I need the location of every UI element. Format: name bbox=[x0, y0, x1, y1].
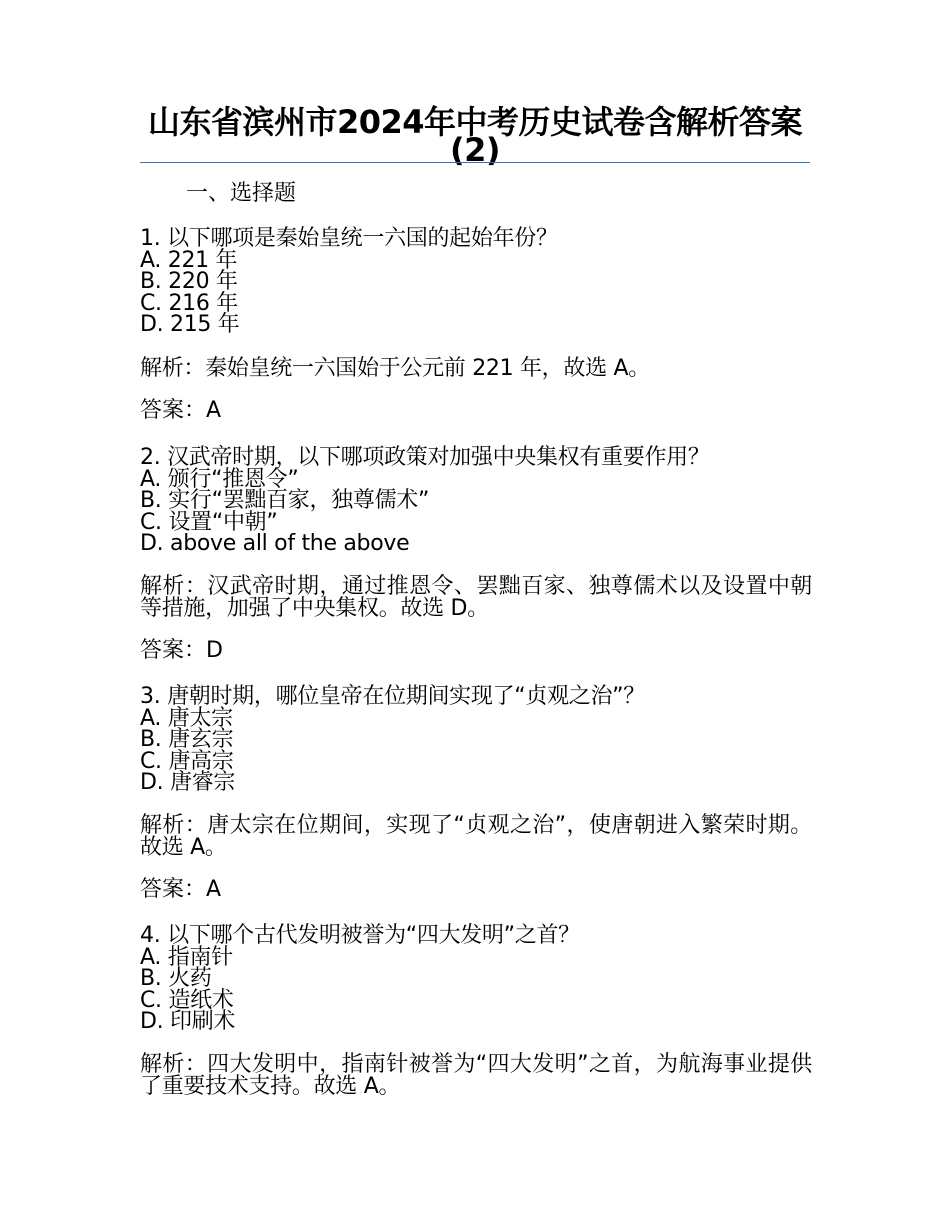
question-stem: 4. 以下哪个古代发明被誉为“四大发明”之首？ bbox=[140, 923, 580, 948]
question-stem: 1. 以下哪项是秦始皇统一六国的起始年份？ bbox=[140, 226, 558, 251]
question-4 bbox=[140, 925, 812, 1033]
analysis-2: 解析：汉武帝时期，通过推恩令、罢黜百家、独尊儒术以及设置中朝等措施，加强了中央集权。故选 D。 bbox=[140, 574, 812, 621]
option-c: C. 造纸术 bbox=[140, 987, 234, 1013]
analysis-3: 解析：唐太宗在位期间，实现了“贞观之治”，使唐朝进入繁荣时期。故选 A。 bbox=[140, 813, 812, 860]
option-d: D. 215 年 bbox=[140, 312, 240, 337]
option-c: C. 唐高宗 bbox=[140, 748, 234, 774]
option-b: B. 实行“罢黜百家，独尊儒术” bbox=[140, 488, 430, 513]
option-c: C. 216 年 bbox=[140, 290, 238, 316]
option-a: A. 221 年 bbox=[140, 247, 238, 273]
question-stem: 2. 汉武帝时期，以下哪项政策对加强中央集权有重要作用？ bbox=[140, 445, 710, 470]
option-b: B. 220 年 bbox=[140, 269, 238, 294]
question-1 bbox=[140, 228, 812, 336]
section-heading: 一、选择题 bbox=[186, 181, 297, 206]
question-3 bbox=[140, 686, 812, 794]
option-a: A. 颁行“推恩令” bbox=[140, 466, 299, 492]
question-2 bbox=[140, 447, 812, 555]
analysis-4: 解析：四大发明中，指南针被誉为“四大发明”之首，为航海事业提供了重要技术支持。故选 A。 bbox=[140, 1052, 812, 1099]
option-c: C. 设置“中朝” bbox=[140, 509, 278, 535]
analysis-1: 解析：秦始皇统一六国始于公元前 221 年，故选 A。 bbox=[140, 356, 650, 381]
answer-3: 答案：A bbox=[140, 877, 222, 902]
option-d: D. 唐睿宗 bbox=[140, 770, 236, 795]
option-a: A. 唐太宗 bbox=[140, 705, 233, 731]
answer-2: 答案：D bbox=[140, 638, 223, 663]
option-d: D. 印刷术 bbox=[140, 1009, 236, 1034]
option-a: A. 指南针 bbox=[140, 944, 233, 970]
option-d: D. above all of the above bbox=[140, 531, 410, 556]
answer-1: 答案：A bbox=[140, 398, 222, 423]
option-b: B. 火药 bbox=[140, 966, 212, 991]
option-b: B. 唐玄宗 bbox=[140, 727, 234, 752]
question-stem: 3. 唐朝时期，哪位皇帝在位期间实现了“贞观之治”？ bbox=[140, 684, 645, 709]
document-title: 山东省滨州市2024年中考历史试卷含解析答案(2) bbox=[147, 103, 803, 169]
title-underline bbox=[140, 162, 810, 163]
